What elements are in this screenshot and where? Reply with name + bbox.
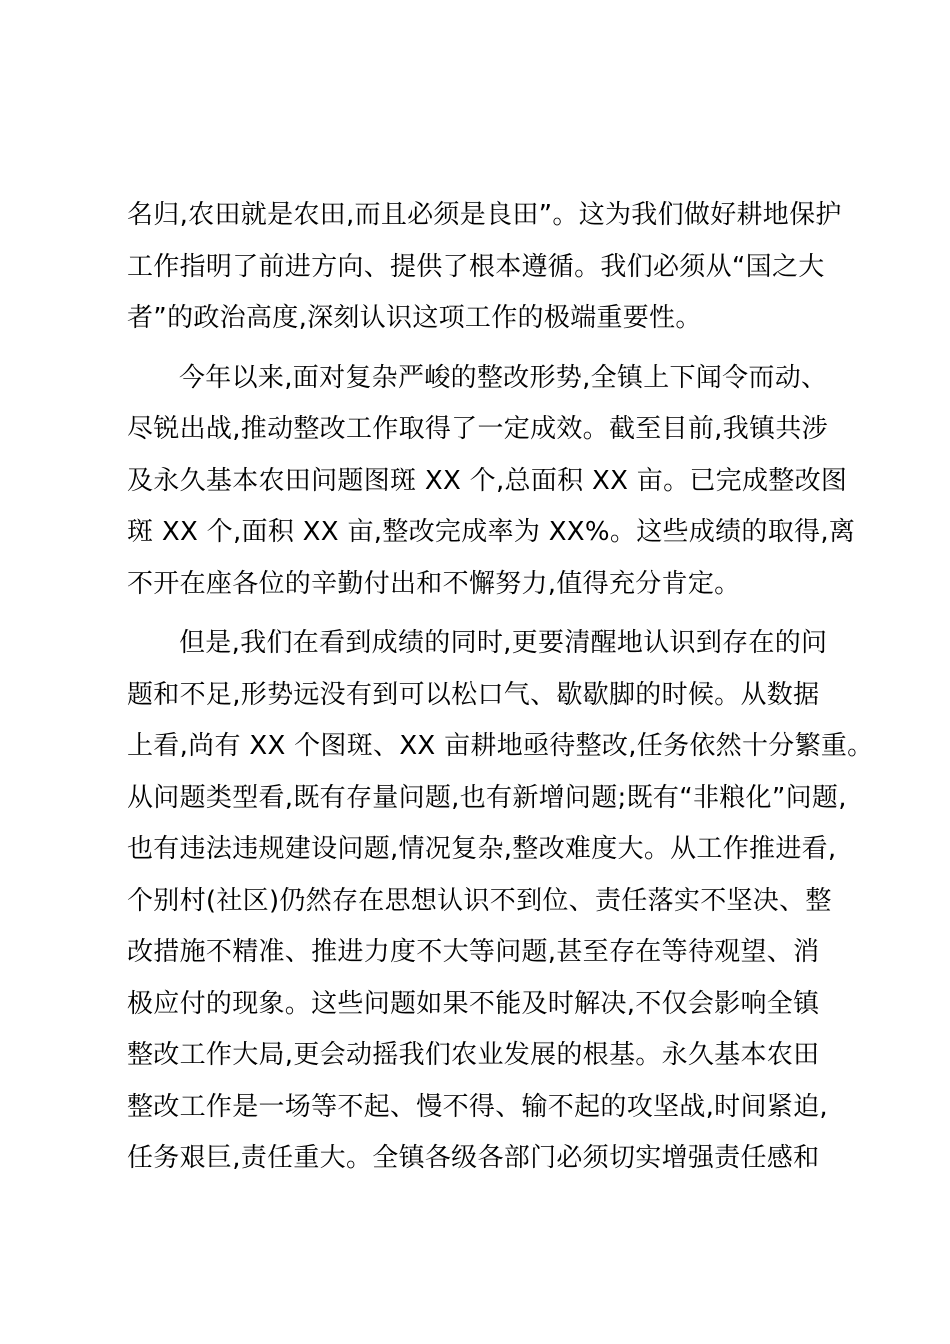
text-line: 从问题类型看,既有存量问题,也有新增问题;既有“非粮化”问题, [127, 782, 847, 813]
text-line: 极应付的现象。这些问题如果不能及时解决,不仅会影响全镇 [127, 988, 820, 1019]
document-body [127, 190, 874, 1185]
text-line: 上看,尚有 XX 个图斑、XX 亩耕地亟待整改,任务依然十分繁重。 [127, 731, 874, 761]
paragraph-1 [127, 190, 842, 345]
text-line: 个别村(社区)仍然存在思想认识不到位、责任落实不坚决、整 [127, 885, 832, 916]
paragraph-spacer [127, 345, 832, 353]
paragraph-3 [127, 618, 874, 1185]
text-line: 工作指明了前进方向、提供了根本遵循。我们必须从“国之大 [127, 251, 825, 282]
text-line: 及永久基本农田问题图斑 XX 个,总面积 XX 亩。已完成整改图 [127, 465, 848, 496]
text-line: 题和不足,形势远没有到可以松口气、歇歇脚的时候。从数据 [127, 679, 820, 710]
text-line: 也有违法违规建设问题,情况复杂,整改难度大。从工作推进看, [127, 834, 837, 864]
text-line: 斑 XX 个,面积 XX 亩,整改完成率为 XX%。这些成绩的取得,离 [127, 517, 856, 547]
text-line: 者”的政治高度,深刻认识这项工作的极端重要性。 [127, 303, 702, 333]
text-line: 尽锐出战,推动整改工作取得了一定成效。截至目前,我镇共涉 [127, 414, 828, 444]
text-line: 任务艰巨,责任重大。全镇各级各部门必须切实增强责任感和 [127, 1143, 820, 1173]
paragraph-2 [127, 353, 856, 611]
text-line: 不开在座各位的辛勤付出和不懈努力,值得充分肯定。 [127, 568, 741, 599]
text-line: 名归,农田就是农田,而且必须是良田”。这为我们做好耕地保护 [127, 200, 842, 230]
text-line: 今年以来,面对复杂严峻的整改形势,全镇上下闻令而动、 [179, 362, 828, 393]
text-line: 整改工作大局,更会动摇我们农业发展的根基。永久基本农田 [127, 1040, 820, 1070]
paragraph-spacer [127, 610, 832, 618]
text-line: 整改工作是一场等不起、慢不得、输不起的攻坚战,时间紧迫, [127, 1091, 828, 1122]
text-line: 但是,我们在看到成绩的同时,更要清醒地认识到存在的问 [179, 628, 828, 658]
text-line: 改措施不精准、推进力度不大等问题,甚至存在等待观望、消 [127, 937, 820, 967]
